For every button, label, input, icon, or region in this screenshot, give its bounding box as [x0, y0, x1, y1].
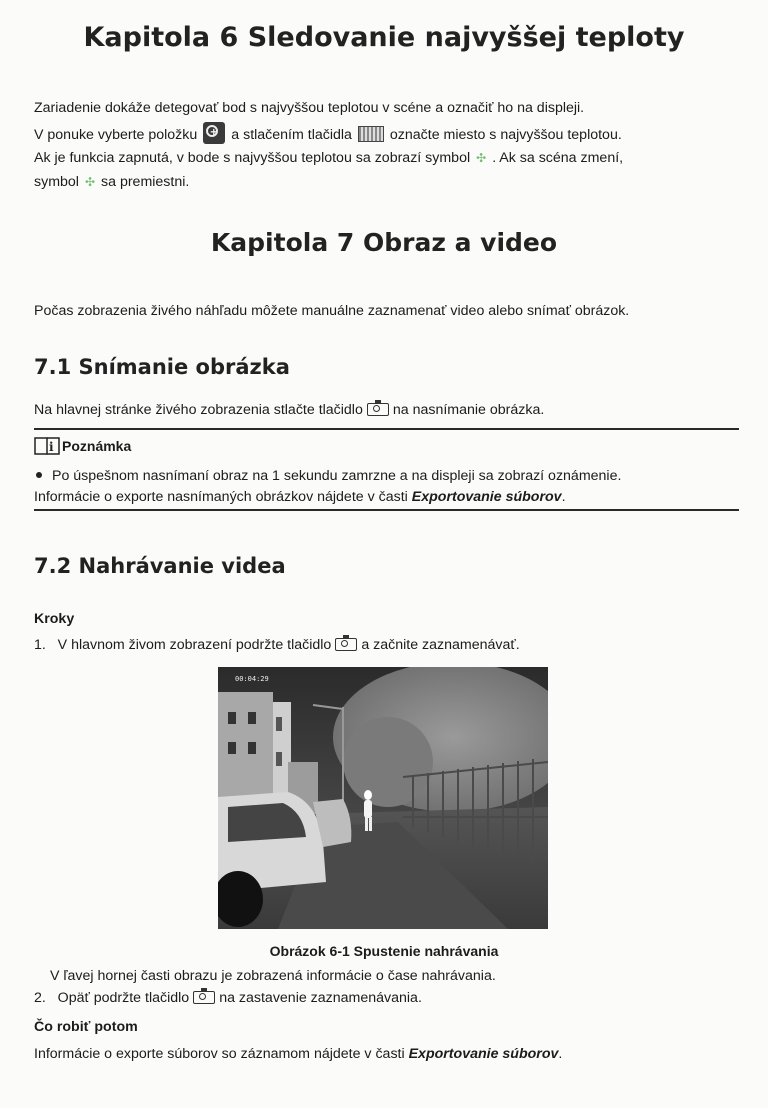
section71-title: 7.1 Snímanie obrázka: [34, 355, 290, 379]
exporting-files-link[interactable]: Exportovanie súborov: [408, 1046, 559, 1062]
next-steps-text: Informácie o exporte súborov so záznamom nájdete v časti Exportovanie súborov.: [34, 1046, 563, 1062]
chapter6-line2: V ponuke vyberte položku+ a stlačením tlačidla označte miesto s najvyššou teplotou.: [34, 124, 622, 146]
note-label: Poznámka: [62, 438, 132, 454]
chapter6-line3: Ak je funkcia zapnutá, v bode s najvyššou teplotou sa zobrazí symbol ✣ . Ak sa scéna zmení,: [34, 150, 624, 166]
chapter7-title: Kapitola 7 Obraz a video: [210, 228, 558, 257]
chapter6-title: Kapitola 6 Sledovanie najvyššej teploty: [83, 22, 685, 53]
note-header: [34, 436, 131, 456]
camera-button-icon: [367, 403, 389, 416]
section72-title: 7.2 Nahrávanie videa: [34, 554, 286, 578]
recording-timestamp: 00:04:29: [235, 675, 269, 683]
note-info: Informácie o exporte nasnímaných obrázkov nájdete v časti Exportovanie súborov.: [34, 489, 566, 505]
chapter6-line4: symbol ✣ sa premiestni.: [34, 174, 190, 190]
figure-caption: Obrázok 6-1 Spustenie nahrávania: [269, 943, 499, 959]
svg-text:i: i: [49, 440, 54, 454]
step1: 1. V hlavnom živom zobrazení podržte tlačidlo a začnite zaznamenávať.: [34, 637, 520, 653]
chapter6-line1: Zariadenie dokáže detegovať bod s najvyššou teplotou v scéne a označiť ho na displeji.: [34, 100, 585, 116]
camera-button-icon: [193, 991, 215, 1004]
hot-spot-symbol-icon: ✣: [84, 175, 96, 189]
book-note-icon: [34, 436, 62, 456]
exporting-files-link[interactable]: Exportovanie súborov: [411, 489, 562, 505]
keypad-button-icon: [358, 126, 384, 142]
thermal-recording-photo: [218, 667, 548, 929]
section71-line: Na hlavnej stránke živého zobrazenia stlačte tlačidlo na nasnímanie obrázka.: [34, 402, 545, 418]
note-bottom-rule: [34, 509, 739, 511]
note-bullet: Po úspešnom nasnímaní obraz na 1 sekundu zamrzne a na displeji sa zobrazí oznámenie.: [34, 467, 621, 486]
step2: 2. Opäť podržte tlačidlo na zastavenie zaznamenávania.: [34, 990, 422, 1006]
target-menu-icon: [203, 122, 225, 144]
next-steps-label: Čo robiť potom: [34, 1019, 138, 1035]
chapter7-intro: Počas zobrazenia živého náhľadu môžete manuálne zaznamenať video alebo snímať obrázok.: [34, 303, 630, 319]
note-top-rule: [34, 428, 739, 430]
thermal-scene: [218, 667, 548, 929]
after-figure-text: V ľavej hornej časti obrazu je zobrazená informácie o čase nahrávania.: [50, 968, 496, 984]
steps-label: Kroky: [34, 611, 75, 627]
bullet-icon: [36, 472, 42, 478]
hot-spot-symbol-icon: ✣: [476, 151, 487, 165]
camera-button-icon: [335, 638, 357, 651]
